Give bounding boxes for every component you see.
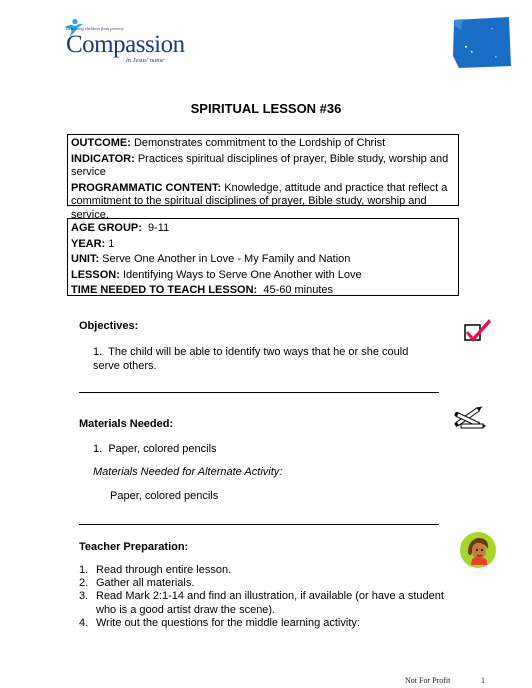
prep-heading: Teacher Preparation: — [79, 541, 189, 553]
alt-materials-text: Paper, colored pencils — [110, 490, 219, 502]
lesson-info-box — [67, 218, 459, 296]
lesson-value: Identifying Ways to Serve One Another with Love — [122, 268, 362, 281]
prep-num-2: 2. — [79, 577, 89, 589]
prep-text-1: Read through entire lesson. — [96, 564, 232, 576]
page-number: 1 — [481, 676, 485, 685]
prep-num-3: 3. — [79, 590, 89, 602]
prep-num-4: 4. — [79, 617, 89, 629]
objective-item — [93, 346, 423, 373]
age-group-value: 9-11 — [148, 222, 170, 234]
logo-subline: in Jesus' name — [126, 57, 164, 64]
materials-heading: Materials Needed: — [79, 418, 174, 430]
materials-text: Paper, colored pencils — [108, 443, 217, 455]
time-line — [71, 284, 455, 298]
time-value: 45-60 minutes — [263, 284, 334, 296]
unit-line — [71, 253, 455, 267]
lesson-line — [71, 269, 455, 283]
indicator-text: Practices spiritual disciplines of prayer, Bible study, worship and service — [71, 152, 449, 178]
year-label: YEAR: — [71, 237, 106, 250]
page-title: SPIRITUAL LESSON #36 — [190, 101, 342, 116]
year-value: 1 — [108, 237, 115, 250]
year-line — [71, 238, 455, 252]
prep-text-4: Write out the questions for the middle learning activity: — [96, 617, 360, 629]
compassion-logo — [52, 18, 185, 68]
lesson-label: LESSON: — [71, 268, 120, 281]
section-divider-1 — [79, 392, 439, 393]
outcome-line — [71, 137, 455, 151]
indicator-label: INDICATOR: — [71, 152, 135, 165]
prep-text-3: Read Mark 2:1-14 and find an illustration, if available (or have a student who is a good artist draw the scene). — [96, 590, 444, 616]
footer-text: Not For Profit — [405, 676, 451, 685]
unit-value: Serve One Another in Love - My Family and Nation — [102, 253, 351, 265]
programmatic-text: Knowledge, attitude and practice that reflect a commitment to the spiritual disciplines of prayer, Bible study, worship and service. — [71, 181, 448, 221]
outcome-label: OUTCOME: — [71, 137, 131, 149]
prep-num-1: 1. — [79, 564, 89, 576]
programmatic-label: PROGRAMMATIC CONTENT: — [71, 181, 222, 194]
section-divider-2 — [79, 524, 439, 525]
checkmark-box-icon — [463, 317, 493, 343]
unit-label: UNIT: — [71, 253, 100, 265]
outcome-text: Demonstrates commitment to the Lordship of Christ — [133, 137, 386, 149]
alt-materials-heading: Materials Needed for Alternate Activity: — [93, 466, 283, 478]
age-group-line — [71, 222, 455, 236]
materials-item — [93, 443, 217, 457]
programmatic-line — [71, 182, 455, 223]
outcome-box — [67, 134, 459, 221]
logo-wordmark: Compassion — [66, 31, 185, 58]
age-group-label: AGE GROUP: — [71, 222, 142, 234]
materials-number: 1. — [93, 443, 103, 455]
indicator-line — [71, 153, 455, 180]
blue-brushstroke — [451, 16, 512, 69]
objectives-heading: Objectives: — [79, 320, 139, 332]
logo-tagline: Releasing children from poverty — [66, 26, 124, 31]
prep-text-2: Gather all materials. — [96, 577, 195, 589]
objective-text: The child will be able to identify two ways that he or she could serve others. — [93, 346, 409, 372]
teacher-icon — [459, 531, 497, 569]
pencils-icon — [451, 403, 487, 431]
time-label: TIME NEEDED TO TEACH LESSON: — [71, 284, 258, 296]
objective-number: 1. — [93, 346, 103, 358]
